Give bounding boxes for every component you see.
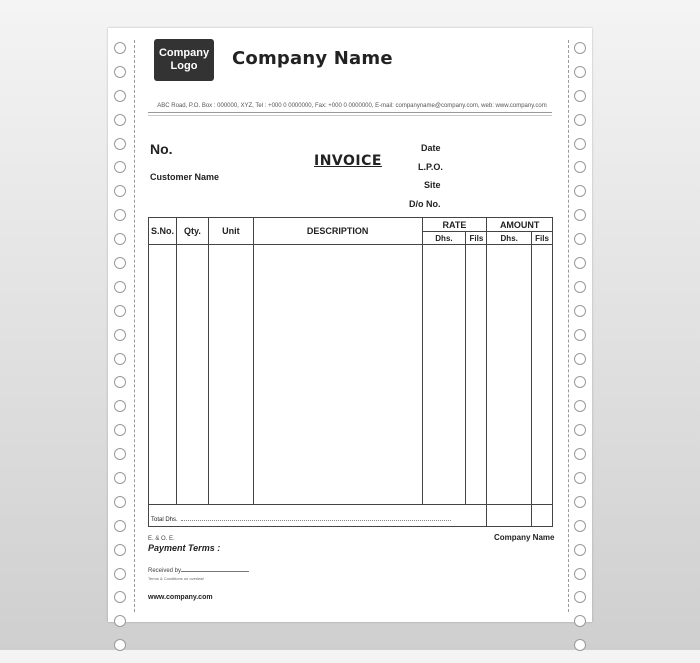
terms-note: Terms & Conditions on overleaf [148,576,204,581]
cell-rate-fils [466,245,487,505]
total-label-cell [149,505,487,527]
left-perforation [134,40,135,612]
cell-description [253,245,422,505]
col-header-unit: Unit [208,218,253,245]
col-header-sno: S.No. [149,218,177,245]
col-header-rate-dhs: Dhs. [422,232,466,245]
do-number-label: D/o No. [409,199,441,209]
footer-company-name: Company Name [494,533,555,542]
cell-amount-dhs [487,245,532,505]
received-by-line [148,568,249,574]
col-header-qty: Qty. [176,218,208,245]
total-dhs-label: Total Dhs. [151,517,178,523]
header-divider [148,112,552,113]
total-amount-dhs [487,505,532,527]
cell-qty [176,245,208,505]
cell-rate-dhs [422,245,466,505]
line-items-table [148,217,553,527]
left-tractor-holes [114,42,128,663]
cell-unit [208,245,253,505]
table-body-row [149,245,553,505]
right-tractor-holes [574,42,588,663]
total-row [149,505,553,527]
company-address: ABC Road, P.O. Box : 000000, XYZ, Tel : +000 0 0000000, Fax: +000 0 0000000, E-mail: companyname@company.com, web: www.company.com [157,103,547,109]
invoice-number-label: No. [150,141,173,157]
total-amount-fils [532,505,553,527]
customer-name-label: Customer Name [150,172,220,182]
logo-text: Company Logo [158,47,210,72]
invoice-title: INVOICE [314,153,382,169]
lpo-label: L.P.O. [418,162,443,172]
eoe-note: E. & O. E. [148,536,175,542]
footer-website: www.company.com [148,594,213,601]
header-divider-secondary [148,115,552,116]
invoice-sheet [108,28,592,622]
site-label: Site [424,180,441,190]
payment-terms-label: Payment Terms : [148,543,221,553]
col-header-rate: RATE [422,218,487,232]
cell-amount-fils [532,245,553,505]
col-header-rate-fils: Fils [466,232,487,245]
cell-sno [149,245,177,505]
right-perforation [568,40,569,612]
company-name: Company Name [232,48,393,69]
received-by-label: Received by [148,568,182,574]
col-header-amount-fils: Fils [532,232,553,245]
col-header-amount-dhs: Dhs. [487,232,532,245]
col-header-description: DESCRIPTION [253,218,422,245]
col-header-amount: AMOUNT [487,218,553,232]
date-label: Date [421,143,441,153]
company-logo [154,39,214,81]
